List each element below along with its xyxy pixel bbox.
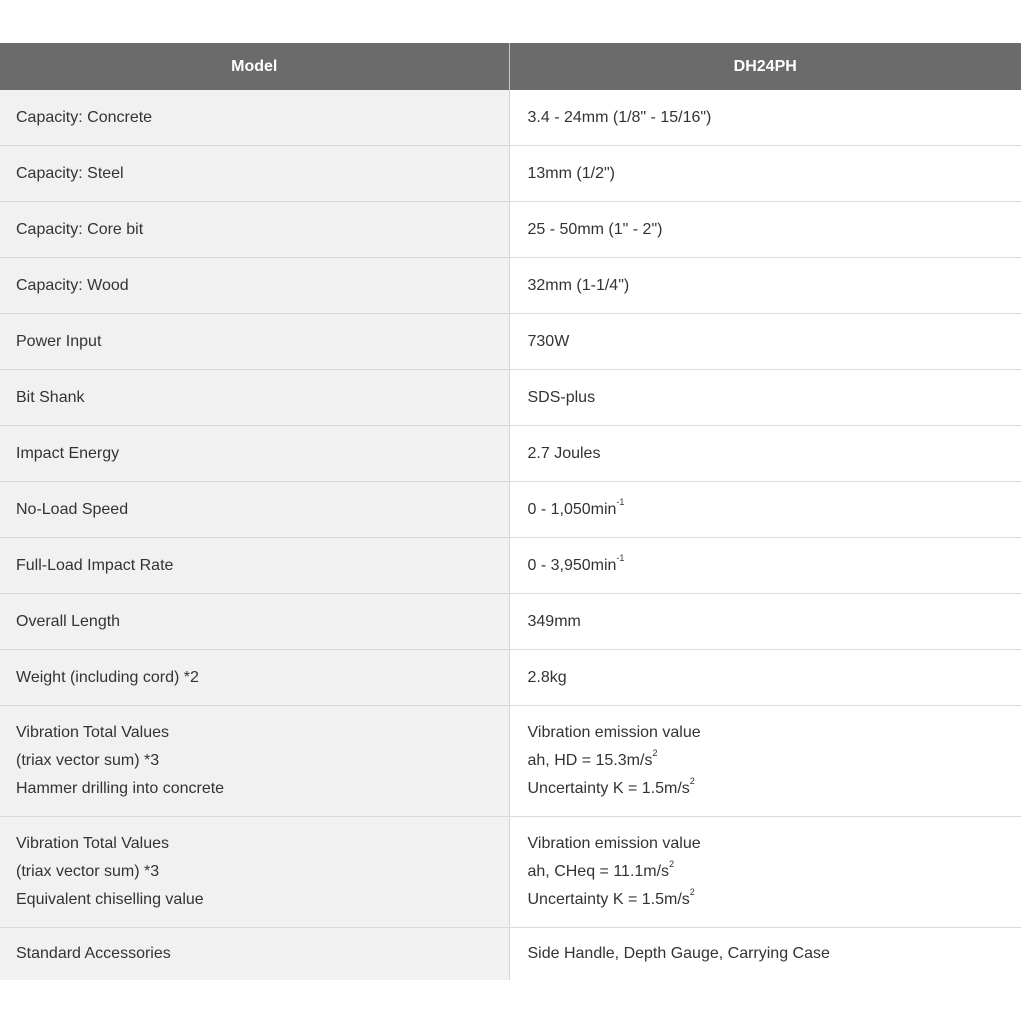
spec-label [0, 370, 509, 426]
spec-label-line: Equivalent chiselling value [16, 890, 204, 908]
table-row [0, 706, 1021, 817]
spec-value [509, 594, 1021, 650]
spec-label-line: Weight (including cord) *2 [16, 668, 199, 686]
spec-label-line: Bit Shank [16, 388, 85, 406]
spec-label-line: Vibration Total Values [16, 724, 169, 742]
spec-value [509, 650, 1021, 706]
spec-value [509, 314, 1021, 370]
table-row [0, 370, 1021, 426]
spec-value-line [528, 719, 1022, 747]
spec-value-superscript: -1 [616, 552, 625, 563]
spec-table [0, 43, 1021, 980]
spec-value-superscript: 2 [669, 859, 675, 870]
spec-label-line: Full-Load Impact Rate [16, 556, 174, 574]
spec-value-superscript: -1 [616, 496, 625, 507]
spec-value-text: Vibration emission value [527, 724, 701, 742]
table-row [0, 817, 1021, 928]
spec-label-line: No-Load Speed [16, 500, 129, 518]
spec-value-line [528, 272, 1022, 300]
spec-label-line: (triax vector sum) *3 [16, 752, 160, 770]
spec-value-text: Vibration emission value [527, 835, 701, 853]
spec-label-line: Hammer drilling into concrete [16, 779, 225, 797]
spec-label [0, 482, 509, 538]
spec-label-line: Standard Accessories [16, 945, 171, 963]
spec-label [0, 817, 509, 928]
spec-value [509, 426, 1021, 482]
table-row [0, 146, 1021, 202]
spec-value [509, 90, 1021, 146]
spec-value [509, 258, 1021, 314]
spec-value-text: 0 - 3,950min [527, 556, 617, 574]
spec-value-line [528, 886, 1022, 914]
spec-label-line: Power Input [16, 332, 102, 350]
spec-label [0, 928, 509, 981]
spec-label [0, 314, 509, 370]
spec-label [0, 90, 509, 146]
spec-label-line: Overall Length [16, 612, 121, 630]
spec-value-text: Side Handle, Depth Gauge, Carrying Case [527, 945, 830, 963]
spec-value-text: 25 - 50mm (1" - 2") [527, 220, 663, 238]
spec-value-text: ah, CHeq = 11.1m/s [527, 863, 670, 881]
header-model-number: DH24PH [509, 43, 1021, 90]
spec-value-text: 13mm (1/2") [527, 164, 615, 182]
spec-value-superscript: 2 [689, 775, 695, 786]
spec-value [509, 202, 1021, 258]
spec-label [0, 202, 509, 258]
spec-value-line [528, 664, 1022, 692]
table-row [0, 314, 1021, 370]
spec-value-line [528, 440, 1022, 468]
spec-body [0, 90, 1021, 980]
spec-value-superscript: 2 [689, 886, 695, 897]
spec-label [0, 650, 509, 706]
spec-value-line [528, 160, 1022, 188]
spec-value [509, 817, 1021, 928]
spec-label [0, 258, 509, 314]
spec-value [509, 928, 1021, 981]
spec-value-line [528, 858, 1022, 886]
table-row [0, 426, 1021, 482]
spec-value-line [528, 496, 1022, 524]
table-row [0, 928, 1021, 981]
spec-value-line [528, 104, 1022, 132]
spec-value-superscript: 2 [652, 748, 658, 759]
spec-value-line [528, 940, 1022, 968]
spec-value-text: Uncertainty K = 1.5m/s [527, 890, 690, 908]
spec-value-text: SDS-plus [527, 388, 596, 406]
spec-label-line: (triax vector sum) *3 [16, 863, 160, 881]
spec-value-text: 3.4 - 24mm (1/8" - 15/16") [527, 108, 712, 126]
table-row [0, 202, 1021, 258]
spec-value [509, 706, 1021, 817]
spec-label-line: Capacity: Core bit [16, 220, 144, 238]
spec-label-line: Capacity: Concrete [16, 108, 153, 126]
spec-value-line [528, 552, 1022, 580]
spec-value-text: 2.8kg [527, 668, 567, 686]
header-row [0, 43, 1021, 90]
spec-value-text: 2.7 Joules [527, 444, 601, 462]
spec-value-text: 0 - 1,050min [527, 500, 617, 518]
spec-value-text: ah, HD = 15.3m/s [527, 752, 653, 770]
spec-value-text: 32mm (1-1/4") [527, 276, 630, 294]
spec-value [509, 538, 1021, 594]
spec-label [0, 538, 509, 594]
spec-label [0, 594, 509, 650]
spec-value [509, 146, 1021, 202]
spec-value-line [528, 747, 1022, 775]
table-row [0, 482, 1021, 538]
table-row [0, 90, 1021, 146]
spec-value-line [528, 775, 1022, 803]
table-row [0, 594, 1021, 650]
spec-label-line: Impact Energy [16, 444, 120, 462]
spec-value-line [528, 216, 1022, 244]
spec-label [0, 706, 509, 817]
table-row [0, 538, 1021, 594]
spec-value [509, 482, 1021, 538]
spec-label-line: Capacity: Steel [16, 164, 124, 182]
spec-label [0, 426, 509, 482]
header-model: Model [0, 43, 509, 90]
spec-value-line [528, 608, 1022, 636]
spec-value-line [528, 384, 1022, 412]
spec-value-text: 730W [527, 332, 570, 350]
spec-value-line [528, 328, 1022, 356]
spec-label-line: Vibration Total Values [16, 835, 169, 853]
table-row [0, 258, 1021, 314]
spec-value-text: Uncertainty K = 1.5m/s [527, 779, 690, 797]
spec-value-text: 349mm [527, 612, 581, 630]
spec-value [509, 370, 1021, 426]
spec-value-line [528, 830, 1022, 858]
table-row [0, 650, 1021, 706]
spec-label-line: Capacity: Wood [16, 276, 129, 294]
spec-label [0, 146, 509, 202]
